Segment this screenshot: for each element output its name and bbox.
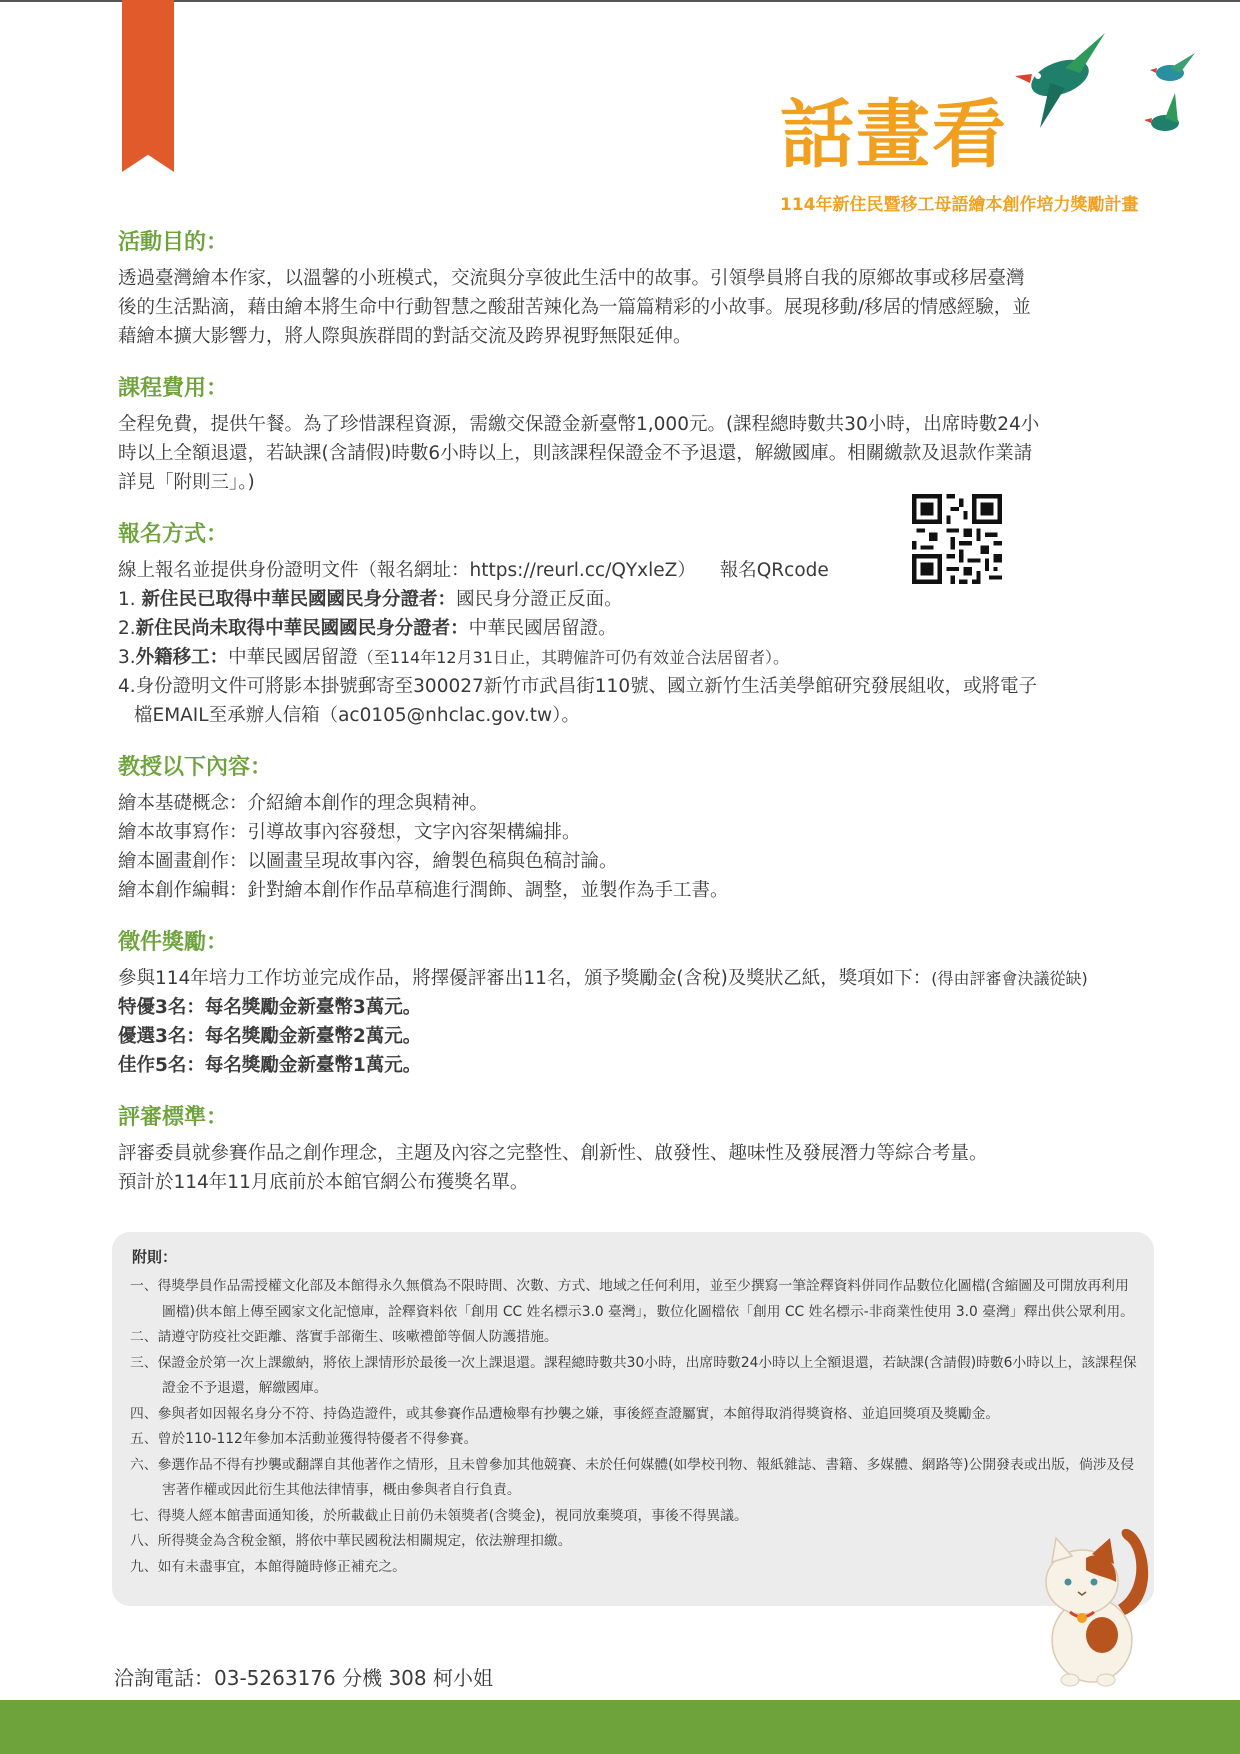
appendix-title: 附則： bbox=[132, 1248, 178, 1266]
teaching-item: 繪本故事寫作：引導故事內容發想，文字內容架構編排。 bbox=[118, 822, 581, 843]
signup-item: 1. 新住民已取得中華民國國民身分證者：國民身分證正反面。 bbox=[118, 589, 623, 610]
section-awards bbox=[118, 928, 1153, 1080]
appendix-item: 二、請遵守防疫社交距離、落實手部衛生、咳嗽禮節等個人防護措施。 bbox=[130, 1329, 558, 1345]
appendix-box bbox=[112, 1232, 1154, 1606]
award-item: 優選3名：每名獎勵金新臺幣2萬元。 bbox=[118, 1026, 422, 1047]
qr-label: 報名QRcode bbox=[719, 560, 829, 581]
appendix-item: 四、參與者如因報名身分不符、持偽造證件，或其參賽作品遭檢舉有抄襲之嫌，事後經查證屬實，本館得取消得獎資格、並追回獎項及獎勵金。 bbox=[130, 1405, 1000, 1422]
appendix-item: 三、保證金於第一次上課繳納，將依上課情形於最後一次上課退還。課程總時數共30小時，出席時數24小時以上全額退還，若缺課(含請假)時數6小時以上，該課程保證金不予退還，解繳國庫。 bbox=[130, 1354, 1137, 1396]
award-item: 特優3名：每名獎勵金新臺幣3萬元。 bbox=[118, 997, 422, 1018]
text-line: 詳見「附則三」。) bbox=[118, 472, 255, 493]
text-line: 後的生活點滴，藉由繪本將生命中行動智慧之酸甜苦辣化為一篇篇精彩的小故事。展現移動/移居的情感經驗，並 bbox=[118, 297, 1031, 318]
appendix-item: 八、所得獎金為含稅金額，將依中華民國稅法相關規定，依法辦理扣繳。 bbox=[130, 1533, 572, 1549]
signup-url-text[interactable]: 線上報名並提供身份證明文件（報名網址：https://reurl.cc/QYxleZ） bbox=[118, 560, 696, 581]
small-bird-icon bbox=[1150, 53, 1195, 81]
birds-illustration bbox=[1010, 28, 1210, 158]
appendix-item: 一、得獎學員作品需授權文化部及本館得永久無償為不限時間、次數、方式、地域之任何利用，並至少撰寫一筆詮釋資料併同作品數位化圖檔(含縮圖及可開放再利用圖檔)供本館上傳至國家文化記憶庫，詮釋資料依「創用 CC 姓名標示3.0 臺灣」，數位化圖檔依「創用 CC 姓名標示-非商業性使用 3.0 臺灣」釋出供公眾利用。 bbox=[130, 1278, 1134, 1320]
section-teaching bbox=[118, 753, 1153, 905]
section-purpose bbox=[118, 228, 1153, 351]
award-item: 佳作5名：每名獎勵金新臺幣1萬元。 bbox=[118, 1055, 422, 1076]
signup-item: 2.新住民尚未取得中華民國國民身分證者：中華民國居留證。 bbox=[118, 618, 617, 639]
signup-item: 3.外籍移工：中華民國居留證（至114年12月31日止，其聘僱許可仍有效並合法居留者）。 bbox=[118, 647, 789, 668]
text-line: 預計於114年11月底前於本館官網公布獲獎名單。 bbox=[118, 1172, 529, 1193]
top-border bbox=[0, 0, 1240, 2]
section-heading: 報名方式： bbox=[118, 522, 229, 547]
text-line: 全程免費，提供午餐。為了珍惜課程資源，需繳交保證金新臺幣1,000元。(課程總時數共30小時，出席時數24小 bbox=[118, 414, 1040, 435]
text-line: 時以上全額退還，若缺課(含請假)時數6小時以上，則該課程保證金不予退還，解繳國庫。相關繳款及退款作業請 bbox=[118, 443, 1033, 464]
awards-intro: 參與114年培力工作坊並完成作品，將擇優評審出11名，頒予獎勵金(含稅)及獎狀乙紙，獎項如下：(得由評審會決議從缺) bbox=[118, 968, 1088, 989]
appendix-item: 七、得獎人經本館書面通知後，於所載截止日前仍未領獎者(含獎金)，視同放棄獎項，事後不得異議。 bbox=[130, 1507, 748, 1524]
signup-item-cont: 檔EMAIL至承辦人信箱（ac0105@nhclac.gov.tw）。 bbox=[134, 705, 580, 726]
footer-bar bbox=[0, 1700, 1240, 1754]
project-subtitle: 114年新住民暨移工母語繪本創作培力獎勵計畫 bbox=[780, 195, 1139, 215]
contact-phone: 洽詢電話：03-5263176 分機 308 柯小姐 bbox=[114, 1666, 493, 1690]
appendix-item: 五、曾於110-112年參加本活動並獲得特優者不得參賽。 bbox=[130, 1431, 478, 1447]
section-fee bbox=[118, 374, 1153, 497]
small-bird-icon bbox=[1144, 93, 1179, 131]
teaching-item: 繪本圖畫創作：以圖畫呈現故事內容，繪製色稿與色稿討論。 bbox=[118, 851, 618, 872]
signup-qr-code[interactable] bbox=[912, 494, 1002, 584]
teaching-item: 繪本基礎概念：介紹繪本創作的理念與精神。 bbox=[118, 793, 489, 814]
signup-item: 4.身份證明文件可將影本掛號郵寄至300027新竹市武昌街110號、國立新竹生活美學館研究發展組收，或將電子 bbox=[118, 676, 1038, 697]
appendix-item: 六、參選作品不得有抄襲或翻譯自其他著作之情形，且未曾參加其他競賽、未於任何媒體(如學校刊物、報紙雜誌、書籍、多媒體、網路等)公開發表或出版，倘涉及侵害著作權或因此衍生其他法律情事，概由參與者自行負責。 bbox=[130, 1456, 1135, 1498]
logo-title: 話畫看 bbox=[780, 92, 1008, 178]
large-bird-icon bbox=[1015, 33, 1105, 128]
appendix-list bbox=[130, 1274, 1138, 1580]
section-heading: 徵件獎勵： bbox=[118, 930, 229, 955]
text-line: 藉繪本擴大影響力，將人際與族群間的對話交流及跨界視野無限延伸。 bbox=[118, 326, 692, 347]
bookmark-ribbon bbox=[122, 0, 174, 172]
appendix-item: 九、如有未盡事宜，本館得隨時修正補充之。 bbox=[130, 1558, 406, 1575]
section-judging bbox=[118, 1103, 1153, 1197]
text-line: 評審委員就參賽作品之創作理念，主題及內容之完整性、創新性、啟發性、趣味性及發展潛力等綜合考量。 bbox=[118, 1143, 988, 1164]
teaching-item: 繪本創作編輯：針對繪本創作作品草稿進行潤飾、調整，並製作為手工書。 bbox=[118, 880, 729, 901]
text-line: 透過臺灣繪本作家，以溫馨的小班模式，交流與分享彼此生活中的故事。引領學員將自我的原鄉故事或移居臺灣 bbox=[118, 268, 1025, 289]
cat-illustration bbox=[1030, 1520, 1160, 1690]
section-heading: 評審標準： bbox=[118, 1105, 229, 1130]
section-heading: 活動目的： bbox=[118, 230, 229, 255]
section-heading: 課程費用： bbox=[118, 376, 229, 401]
section-heading: 教授以下內容： bbox=[118, 755, 273, 780]
